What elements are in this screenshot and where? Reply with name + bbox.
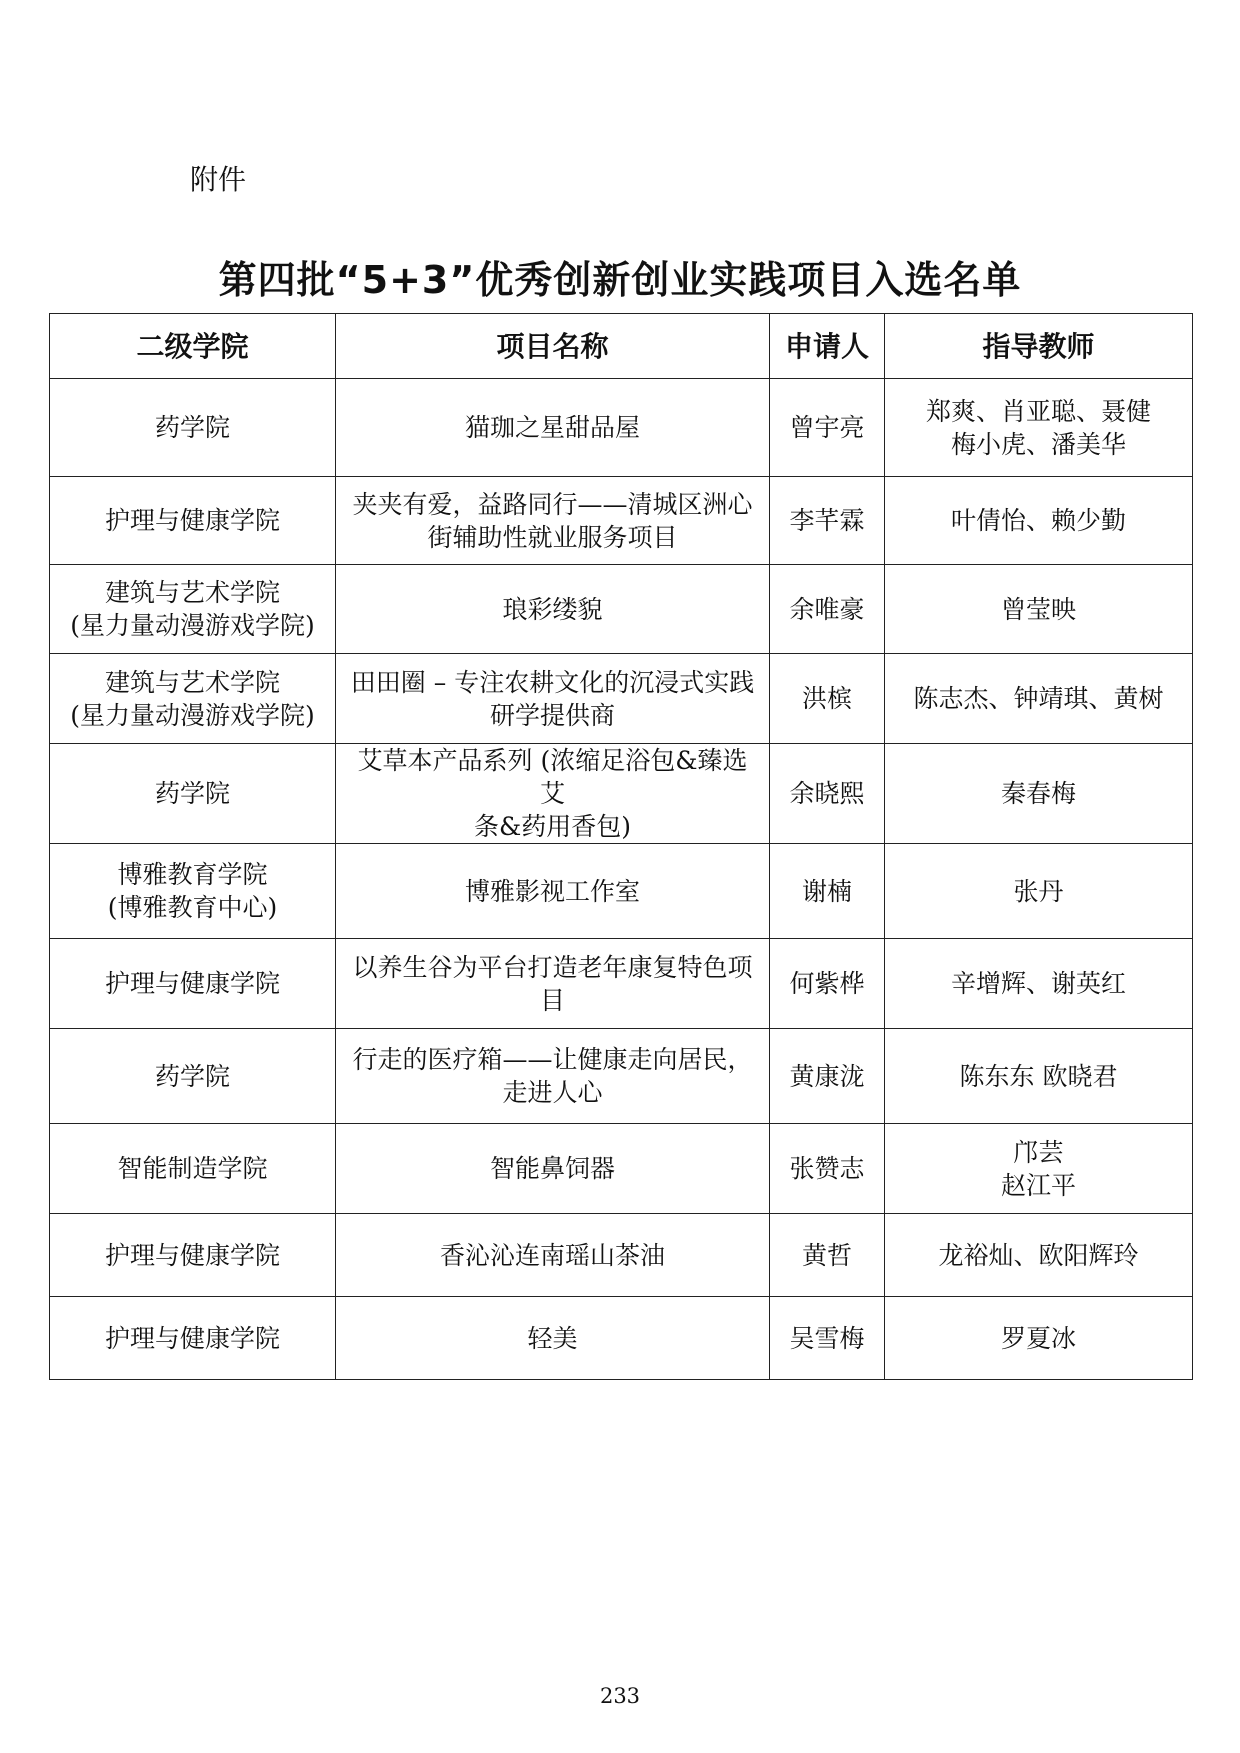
cell-applicant-line: 黄哲: [801, 1240, 852, 1270]
cell-advisor-line: 辛增辉、谢英红: [950, 969, 1126, 998]
project-roster-table: [49, 313, 1193, 1380]
cell-project-line: 轻美: [527, 1323, 578, 1353]
cell-applicant-line: 余唯豪: [789, 594, 865, 624]
cell-college: [50, 379, 336, 477]
cell-college-line: 护理与健康学院: [104, 1323, 280, 1353]
cell-project-line: 田田圈 – 专注农耕文化的沉浸式实践: [350, 667, 755, 697]
cell-project-line: 目: [539, 985, 565, 1015]
table-row: [50, 565, 1193, 654]
cell-advisor-line: 秦春梅: [1000, 779, 1076, 808]
cell-project-line: 艾草本产品系列 (浓缩足浴包&臻选艾: [357, 746, 748, 808]
cell-project-line: 研学提供商: [489, 700, 615, 730]
cell-college-line: 建筑与艺术学院: [104, 578, 280, 607]
cell-advisor-line: 罗夏冰: [1000, 1323, 1076, 1353]
cell-college-line: 药学院: [154, 779, 230, 808]
cell-project-line: 智能鼻饲器: [489, 1154, 615, 1183]
cell-advisor: [885, 844, 1193, 939]
cell-college: [50, 1214, 336, 1297]
cell-advisor-line: 陈东东 欧晓君: [959, 1061, 1118, 1091]
cell-advisor: [885, 565, 1193, 654]
cell-project: [336, 939, 770, 1029]
cell-project-line: 琅彩缕貌: [502, 594, 603, 624]
table-row: [50, 477, 1193, 565]
cell-applicant-line: 吴雪梅: [789, 1323, 865, 1353]
cell-college: [50, 1297, 336, 1380]
cell-applicant-line: 何紫桦: [789, 969, 865, 998]
document-title: 第四批“5+3”优秀创新创业实践项目入选名单: [218, 258, 1022, 302]
cell-advisor-line: 郑爽、肖亚聪、聂健: [925, 396, 1151, 426]
cell-project: [336, 844, 770, 939]
cell-advisor-line: 梅小虎、潘美华: [950, 429, 1126, 459]
table-row: [50, 1029, 1193, 1124]
cell-project-line: 以养生谷为平台打造老年康复特色项: [352, 952, 753, 982]
cell-advisor-line: 赵江平: [1000, 1170, 1076, 1200]
cell-college-line: (星力量动漫游戏学院): [70, 611, 315, 640]
cell-project-line: 走进人心: [502, 1078, 603, 1107]
cell-applicant-line: 谢楠: [801, 876, 852, 906]
cell-advisor: [885, 939, 1193, 1029]
cell-advisor: [885, 1297, 1193, 1380]
table-row: [50, 844, 1193, 939]
table-body: [50, 379, 1193, 1380]
cell-project: [336, 477, 770, 565]
cell-college: [50, 939, 336, 1029]
cell-project-line: 行走的医疗箱——让健康走向居民，: [352, 1045, 753, 1074]
cell-advisor-line: 曾莹映: [1000, 594, 1076, 624]
cell-advisor: [885, 1214, 1193, 1297]
cell-advisor-line: 陈志杰、钟靖琪、黄树: [913, 684, 1164, 713]
cell-college: [50, 1029, 336, 1124]
cell-applicant: [770, 844, 885, 939]
cell-college: [50, 844, 336, 939]
cell-applicant-line: 曾宇亮: [789, 413, 865, 442]
cell-advisor-line: 张丹: [1013, 876, 1064, 906]
cell-college-line: 智能制造学院: [117, 1154, 268, 1183]
cell-college: [50, 654, 336, 744]
table-row: [50, 1297, 1193, 1380]
cell-project: [336, 1297, 770, 1380]
cell-college-line: 护理与健康学院: [104, 506, 280, 535]
cell-project-line: 夹夹有爱，益路同行——清城区洲心: [352, 489, 753, 519]
cell-college: [50, 744, 336, 844]
cell-college-line: (博雅教育中心): [107, 893, 278, 922]
table-row: [50, 1214, 1193, 1297]
cell-applicant: [770, 1124, 885, 1214]
cell-applicant: [770, 1297, 885, 1380]
cell-advisor: [885, 1029, 1193, 1124]
cell-project-line: 条&药用香包): [473, 812, 631, 841]
cell-project-line: 猫珈之星甜品屋: [464, 413, 640, 442]
cell-project: [336, 744, 770, 844]
cell-applicant: [770, 565, 885, 654]
cell-college-line: 药学院: [154, 1061, 230, 1091]
cell-project-line: 博雅影视工作室: [464, 876, 640, 906]
cell-advisor: [885, 654, 1193, 744]
cell-applicant: [770, 654, 885, 744]
attachment-label: 附件: [190, 163, 247, 196]
header-applicant: 申请人: [770, 314, 885, 379]
cell-applicant: [770, 1214, 885, 1297]
cell-project: [336, 1124, 770, 1214]
cell-advisor-line: 叶倩怡、赖少勤: [950, 506, 1126, 535]
cell-college-line: (星力量动漫游戏学院): [70, 700, 315, 730]
cell-applicant-line: 洪槟: [801, 684, 852, 713]
cell-advisor-line: 邝芸: [1013, 1137, 1064, 1167]
cell-project: [336, 565, 770, 654]
cell-advisor-line: 龙裕灿、欧阳辉玲: [938, 1240, 1139, 1270]
cell-college-line: 博雅教育学院: [117, 860, 268, 889]
table-header-row: [50, 314, 1193, 379]
cell-college-line: 建筑与艺术学院: [104, 667, 280, 697]
cell-college-line: 护理与健康学院: [104, 969, 280, 998]
cell-project: [336, 379, 770, 477]
cell-college: [50, 477, 336, 565]
cell-project-line: 香沁沁连南瑶山茶油: [439, 1240, 665, 1270]
table-row: [50, 939, 1193, 1029]
table-row: [50, 379, 1193, 477]
cell-college-line: 护理与健康学院: [104, 1240, 280, 1270]
page-number: 233: [599, 1684, 641, 1708]
cell-applicant-line: 李芊霖: [789, 506, 865, 535]
table-row: [50, 654, 1193, 744]
cell-applicant-line: 余晓熙: [789, 779, 865, 808]
cell-applicant: [770, 939, 885, 1029]
cell-advisor: [885, 477, 1193, 565]
cell-applicant: [770, 379, 885, 477]
cell-advisor: [885, 1124, 1193, 1214]
cell-project-line: 街辅助性就业服务项目: [427, 522, 678, 552]
cell-project: [336, 1029, 770, 1124]
cell-advisor: [885, 744, 1193, 844]
cell-applicant: [770, 477, 885, 565]
cell-applicant-line: 张赞志: [789, 1154, 865, 1183]
cell-applicant: [770, 1029, 885, 1124]
cell-college-line: 药学院: [154, 413, 230, 442]
cell-college: [50, 565, 336, 654]
header-project: 项目名称: [336, 314, 770, 379]
cell-college: [50, 1124, 336, 1214]
table-row: [50, 1124, 1193, 1214]
cell-project: [336, 1214, 770, 1297]
cell-advisor: [885, 379, 1193, 477]
header-advisor: 指导教师: [885, 314, 1193, 379]
cell-applicant: [770, 744, 885, 844]
header-college: 二级学院: [50, 314, 336, 379]
cell-project: [336, 654, 770, 744]
table-row: [50, 744, 1193, 844]
cell-applicant-line: 黄康泷: [789, 1061, 865, 1091]
